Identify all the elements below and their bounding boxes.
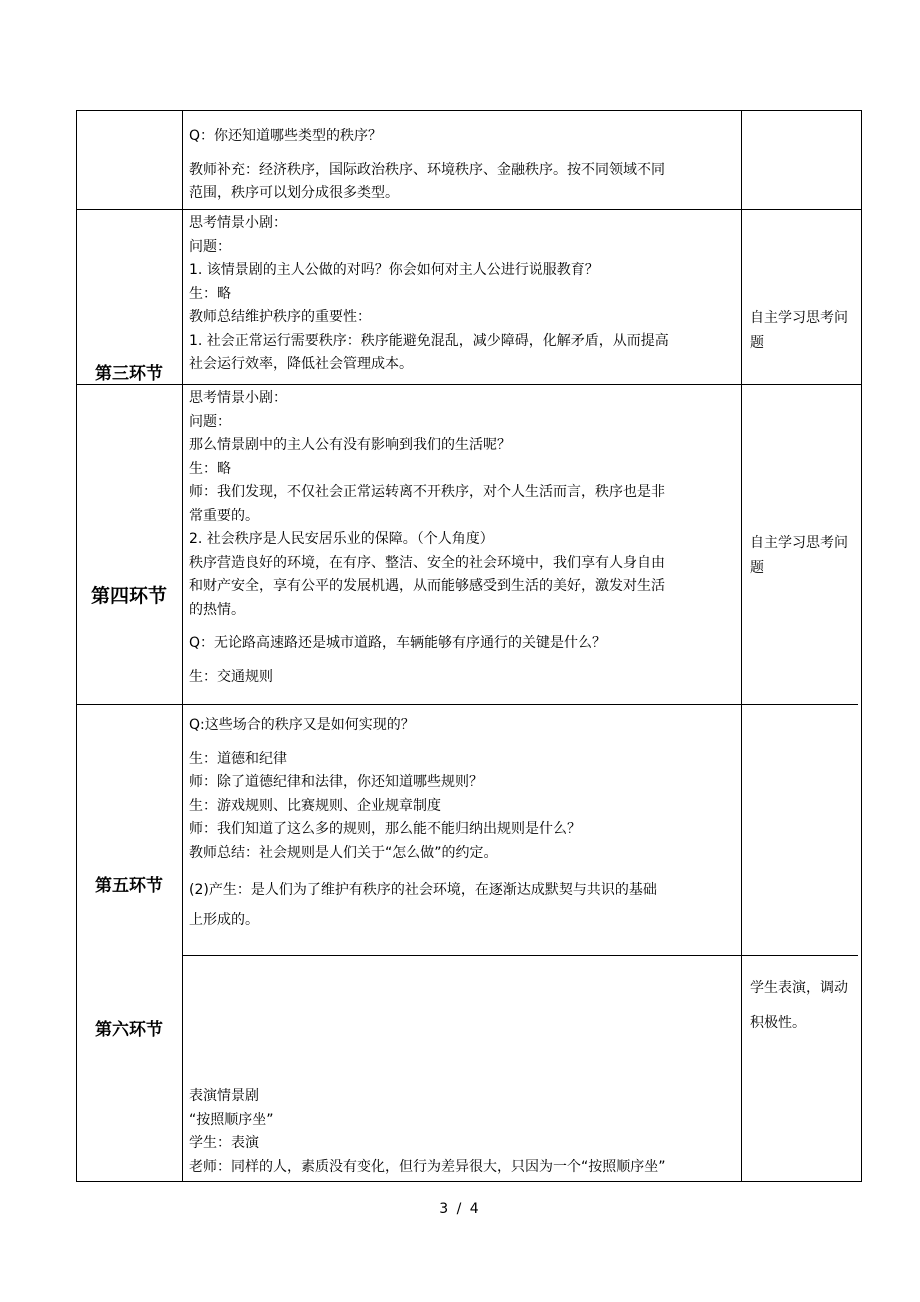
activity-note: 自主学习思考问题 (750, 535, 848, 576)
content-line: 生：略 (189, 285, 231, 302)
content-line: 生：道德和纪律 (189, 750, 287, 767)
content-line: 师：除了道德纪律和法律，你还知道哪些规则？ (189, 774, 483, 790)
line-gap (189, 149, 737, 159)
content-line: 问题： (189, 238, 231, 255)
content-line: 的热情。 (189, 601, 245, 618)
content-line: 1. 该情景剧的主人公做的对吗？你会如何对主人公进行说服教育？ (189, 262, 599, 278)
row-4-content (189, 714, 737, 935)
content-line: 社会运行效率，降低社会管理成本。 (189, 356, 413, 372)
content-line: 思考情景小剧： (189, 215, 287, 231)
content-line: 教师总结维护秩序的重要性： (189, 309, 371, 325)
row-3-content (189, 387, 737, 689)
content-line: 教师补充：经济秩序，国际政治秩序、环境秩序、金融秩序。按不同领域不同 (189, 161, 665, 178)
content-line: (2)产生：是人们为了维护有秩序的社会环境，在逐渐达成默契与共识的基础 (189, 882, 657, 898)
content-line: Q：你还知道哪些类型的秩序？ (189, 128, 383, 144)
row-1-content (189, 125, 737, 206)
content-line: 上形成的。 (189, 912, 259, 928)
content-line: 问题： (189, 413, 231, 430)
content-line: 教师总结：社会规则是人们关于“怎么做”的约定。 (189, 844, 498, 861)
line-gap (189, 622, 737, 632)
line-gap (189, 865, 737, 875)
activity-note: 学生表演，调动积极性。 (750, 980, 848, 1031)
content-line: 生：交通规则 (189, 668, 273, 685)
content-line: 生：略 (189, 460, 231, 477)
content-line: Q:这些场合的秩序又是如何实现的？ (189, 717, 415, 733)
content-line: 学生：表演 (189, 1135, 259, 1151)
content-line: 和财产安全，享有公平的发展机遇，从而能够感受到生活的美好，激发对生活 (189, 578, 665, 594)
content-line: 师：我们知道了这么多的规则，那么能不能归纳出规则是什么？ (189, 821, 581, 837)
content-line: Q：无论路高速路还是城市道路，车辆能够有序通行的关键是什么？ (189, 635, 607, 651)
stage-label: 第三环节 (95, 364, 163, 384)
table-border-right (861, 110, 862, 1182)
content-line: 思考情景小剧： (189, 390, 287, 406)
line-gap (189, 738, 737, 748)
stage-label: 第五环节 (95, 876, 163, 896)
content-line: 那么情景剧中的主人公有没有影响到我们的生活呢？ (189, 437, 511, 453)
row-divider (76, 209, 862, 210)
row-divider (76, 384, 862, 385)
content-line: 1. 社会正常运行需要秩序：秩序能避免混乱，减少障碍，化解矛盾，从而提高 (189, 332, 669, 349)
column-divider (182, 110, 183, 1182)
row-2-content (189, 212, 737, 377)
stage-label: 第四环节 (90, 585, 167, 607)
stage-label: 第六环节 (95, 1020, 163, 1040)
table-border-top (76, 110, 862, 111)
row-5-content (189, 1085, 737, 1179)
content-line: 2. 社会秩序是人民安居乐业的保障。（个人角度） (189, 531, 494, 547)
content-line: 范围，秩序可以划分成很多类型。 (189, 185, 399, 201)
page-number: 3 / 4 (439, 1201, 481, 1217)
content-line: 表演情景剧 (189, 1088, 259, 1104)
column-divider (741, 110, 742, 1182)
row-divider (182, 955, 858, 956)
content-line: 老师：同样的人，素质没有变化，但行为差异很大，只因为一个“按照顺序坐” (189, 1158, 666, 1175)
table-border-bottom (76, 1181, 862, 1182)
content-line: 师：我们发现，不仅社会正常运转离不开秩序，对个人生活而言，秩序也是非 (189, 484, 665, 500)
content-line: 生：游戏规则、比赛规则、企业规章制度 (189, 797, 441, 814)
content-line: 常重要的。 (189, 507, 259, 524)
activity-note: 自主学习思考问题 (750, 310, 848, 351)
content-line: “按照顺序坐” (189, 1111, 274, 1128)
content-line: 秩序营造良好的环境，在有序、整洁、安全的社会环境中，我们享有人身自由 (189, 554, 665, 571)
line-gap (189, 656, 737, 666)
